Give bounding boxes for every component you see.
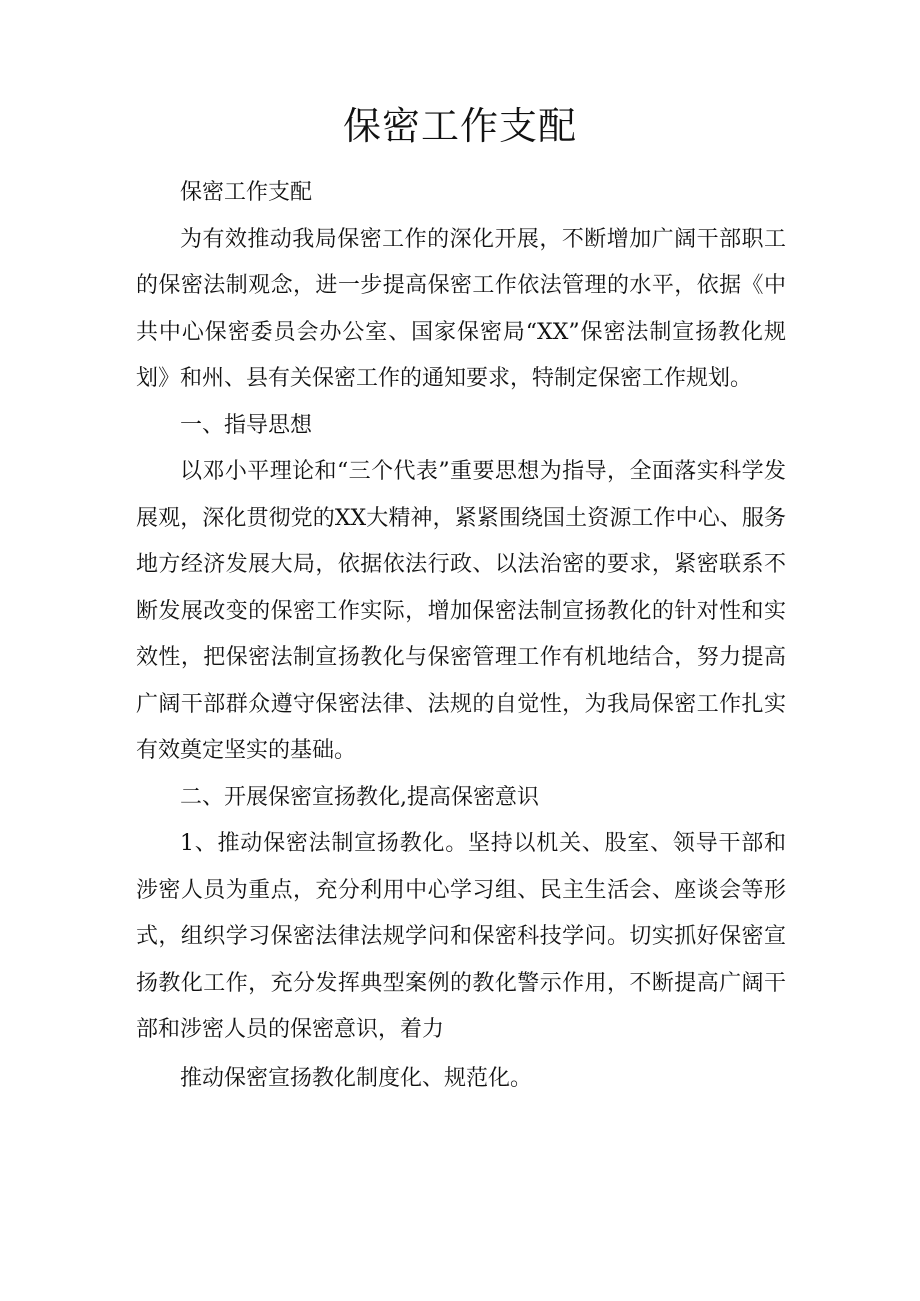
paragraph-intro: 为有效推动我局保密工作的深化开展，不断增加广阔干部职工的保密法制观念，进一步提高保密工作依法管理的水平，依据《中共中心保密委员会办公室、国家保密局“XX”保密法制宣扬教化规划》和州、县有关保密工作的通知要求，特制定保密工作规划。 [136, 226, 786, 391]
section-heading-education: 二、开展保密宣扬教化,提高保密意识 [180, 784, 539, 810]
section-heading-guiding-ideology: 一、指导思想 [180, 412, 313, 438]
paragraph-education-continued: 推动保密宣扬教化制度化、规范化。 [180, 1065, 533, 1091]
document-body [136, 170, 786, 1102]
paragraph-subtitle: 保密工作支配 [180, 180, 313, 205]
paragraph-education-1: 1、推动保密法制宣扬教化。坚持以机关、股室、领导干部和涉密人员为重点，充分利用中心学习组、民主生活会、座谈会等形式，组织学习保密法律法规学问和保密科技学问。切实抓好保密宣扬教化工作，充分发挥典型案例的教化警示作用，不断提高广阔干部和涉密人员的保密意识，着力 [136, 831, 786, 1042]
paragraph-guiding-ideology: 以邓小平理论和“三个代表”重要思想为指导，全面落实科学发展观，深化贯彻党的XX大精神，紧紧围绕国土资源工作中心、服务地方经济发展大局，依据依法行政、以法治密的要求，紧密联系不断发展改变的保密工作实际，增加保密法制宣扬教化的针对性和实效性，把保密法制宣扬教化与保密管理工作有机地结合，努力提高广阔干部群众遵守保密法律、法规的自觉性，为我局保密工作扎实有效奠定坚实的基础。 [136, 459, 786, 763]
document-title: 保密工作支配 [342, 104, 577, 148]
